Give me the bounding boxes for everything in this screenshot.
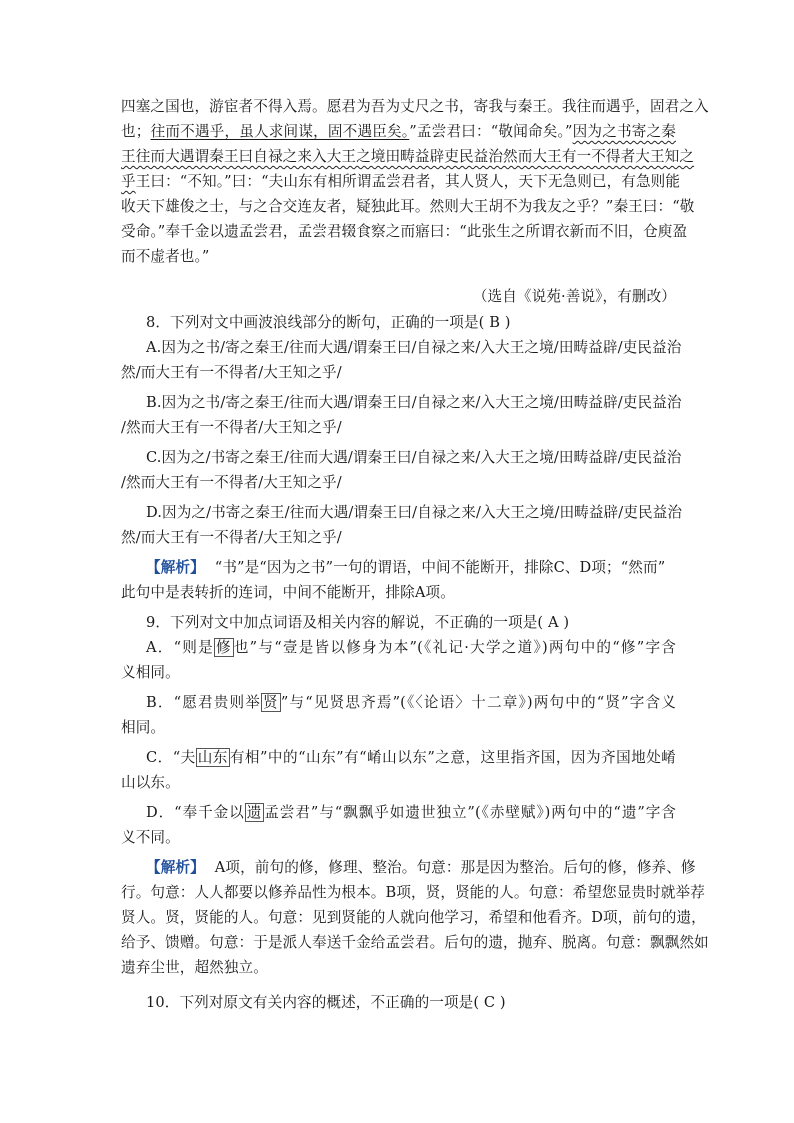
analysis-tag: 【解析】 [146,859,205,876]
q9-option-b-line-1 [146,693,676,713]
option-text: ”与“见贤思齐焉”(《〈论语〉十二章》)两句中的“贤”字含义 [280,694,676,711]
passage-text: ”孟尝君曰：“敬闻命矣。” [409,123,573,140]
passage-line-2 [121,122,676,142]
wavy-underlined-text: 乎 [121,173,136,190]
passage-line-5: 收天下雄俊之士，与之合交连友者，疑独此耳。然则大王胡不为我友之乎？”秦王曰：“敬 [121,198,695,215]
question-9-stem [146,613,676,633]
answer-letter: B [489,314,501,331]
stem-text: 9．下列对文中加点词语及相关内容的解说，不正确的一项是( [146,614,544,631]
analysis-text: “书”是“因为之书”一句的谓语，中间不能断开，排除C、D项；“然而” [214,559,666,576]
option-text: B．“愿君贵则举 [146,694,262,711]
passage-line-6: 受命。”奉千金以遗孟尝君，孟尝君辍食察之而寤曰：“此张生之所谓衣新而不旧，仓庾盈 [121,223,688,240]
analysis-tag: 【解析】 [146,559,205,576]
question-8-stem [146,313,676,333]
q9-option-d-line-1 [146,803,676,823]
q9-option-a-line-1 [146,638,676,658]
wavy-underlined-text: 王往而大遇谓秦王曰自禄之来入大王之境田畴益辟吏民益治然而大王有一不得者大王知之 [121,148,695,165]
passage-line-3 [121,147,695,167]
q8-option-c-line-1: C.因为之/书寄之秦王/往而大遇/谓秦王曰/自禄之来/入大王之境/田畴益辟/吏民益治 [146,449,682,466]
q9-analysis-line-1 [146,858,696,878]
q8-option-d-line-1: D.因为之/书寄之秦王/往而大遇/谓秦王曰/自禄之来/入大王之境/田畴益辟/吏民益治 [146,504,683,521]
q9-option-a-line-2: 义相同。 [121,664,180,681]
stem-text: 10．下列对原文有关内容的概述，不正确的一项是( [146,994,480,1011]
analysis-text: A项，前句的修，修理、整治。句意：那是因为整治。后句的修，修养、修 [214,859,696,876]
passage-line-4 [121,172,681,192]
q8-option-b-line-2: /然而大王有一不得者/大王知之乎/ [121,419,342,436]
stem-close: ) [499,994,506,1011]
option-text: C．“夫 [146,749,196,766]
passage-text: 王曰：“不知。”曰：“夫山东有相所谓孟尝君者，其人贤人，天下无急则已，有急则能 [135,173,681,190]
dotted-word: 贤 [263,694,279,711]
stem-text: 8．下列对文中画波浪线部分的断句，正确的一项是( [146,314,485,331]
q9-option-d-line-2: 义不同。 [121,829,180,846]
option-text: 有相”中的“山东”有“崤山以东”之意，这里指齐国，因为齐国地处崤 [229,749,676,766]
q8-option-a-line-1: A.因为之书/寄之秦王/往而大遇/谓秦王曰/自禄之来/入大王之境/田畴益辟/吏民益治 [146,339,682,356]
q8-analysis-line-2: 此句中是表转折的连词，中间不能断开，排除A项。 [121,584,455,601]
option-text: 孟尝君”与“飘飘乎如遗世独立”(《赤壁赋》)两句中的“遗”字含 [264,804,676,821]
passage-text: 也； [121,123,151,140]
q9-analysis-line-2: 行。句意：人人都要以修养品性为根本。B项，贤，贤能的人。句意：希望您显贵时就举荐 [121,884,705,901]
wavy-underlined-text: 因为之书寄之秦 [572,123,676,140]
q9-analysis-line-3: 贤人。贤，贤能的人。句意：见到贤能的人就向他学习，希望和他看齐。D项，前句的遗， [121,909,706,926]
option-text: 也”与“壹是皆以修身为本”(《礼记·大学之道》)两句中的“修”字含 [233,639,676,656]
stem-close: ) [504,314,511,331]
q8-option-d-line-2: 然/而大王有一不得者/大王知之乎/ [121,529,342,546]
q9-option-c-line-1 [146,748,676,768]
option-text: D．“奉千金以 [146,804,245,821]
q9-option-c-line-2: 山以东。 [121,774,180,791]
option-text: A．“则是 [146,639,214,656]
question-10-stem [146,993,676,1013]
stem-close: ) [563,614,570,631]
answer-letter: C [483,994,496,1011]
q9-option-b-line-2: 相同。 [121,719,166,736]
q8-option-b-line-1: B.因为之书/寄之秦王/往而大遇/谓秦王曰/自禄之来/入大王之境/田畴益辟/吏民益治 [146,394,682,411]
q8-analysis-line-1 [146,558,676,578]
dotted-word: 山东 [197,749,228,766]
underlined-sentence: 往而不遇乎，虽人求间谋，固不遇臣矣。 [150,123,410,140]
passage-line-1: 四塞之国也，游宦者不得入焉。愿君为吾为丈尺之书，寄我与秦王。我往而遇乎，固君之入 [121,98,709,115]
q9-analysis-line-4: 给予、馈赠。句意：于是派人奉送千金给孟尝君。后句的遗，抛弃、脱离。句意：飘飘然如 [121,934,709,951]
dotted-word: 遗 [246,804,263,821]
passage-source: （选自《说苑·善说》，有删改） [472,288,676,305]
q8-option-a-line-2: 然/而大王有一不得者/大王知之乎/ [121,364,342,381]
q8-option-c-line-2: /然而大王有一不得者/大王知之乎/ [121,474,342,491]
answer-letter: A [547,614,559,631]
passage-line-7: 而不虚者也。” [121,248,210,265]
dotted-word: 修 [215,639,232,656]
q9-analysis-line-5: 遗弃尘世，超然独立。 [121,959,268,976]
